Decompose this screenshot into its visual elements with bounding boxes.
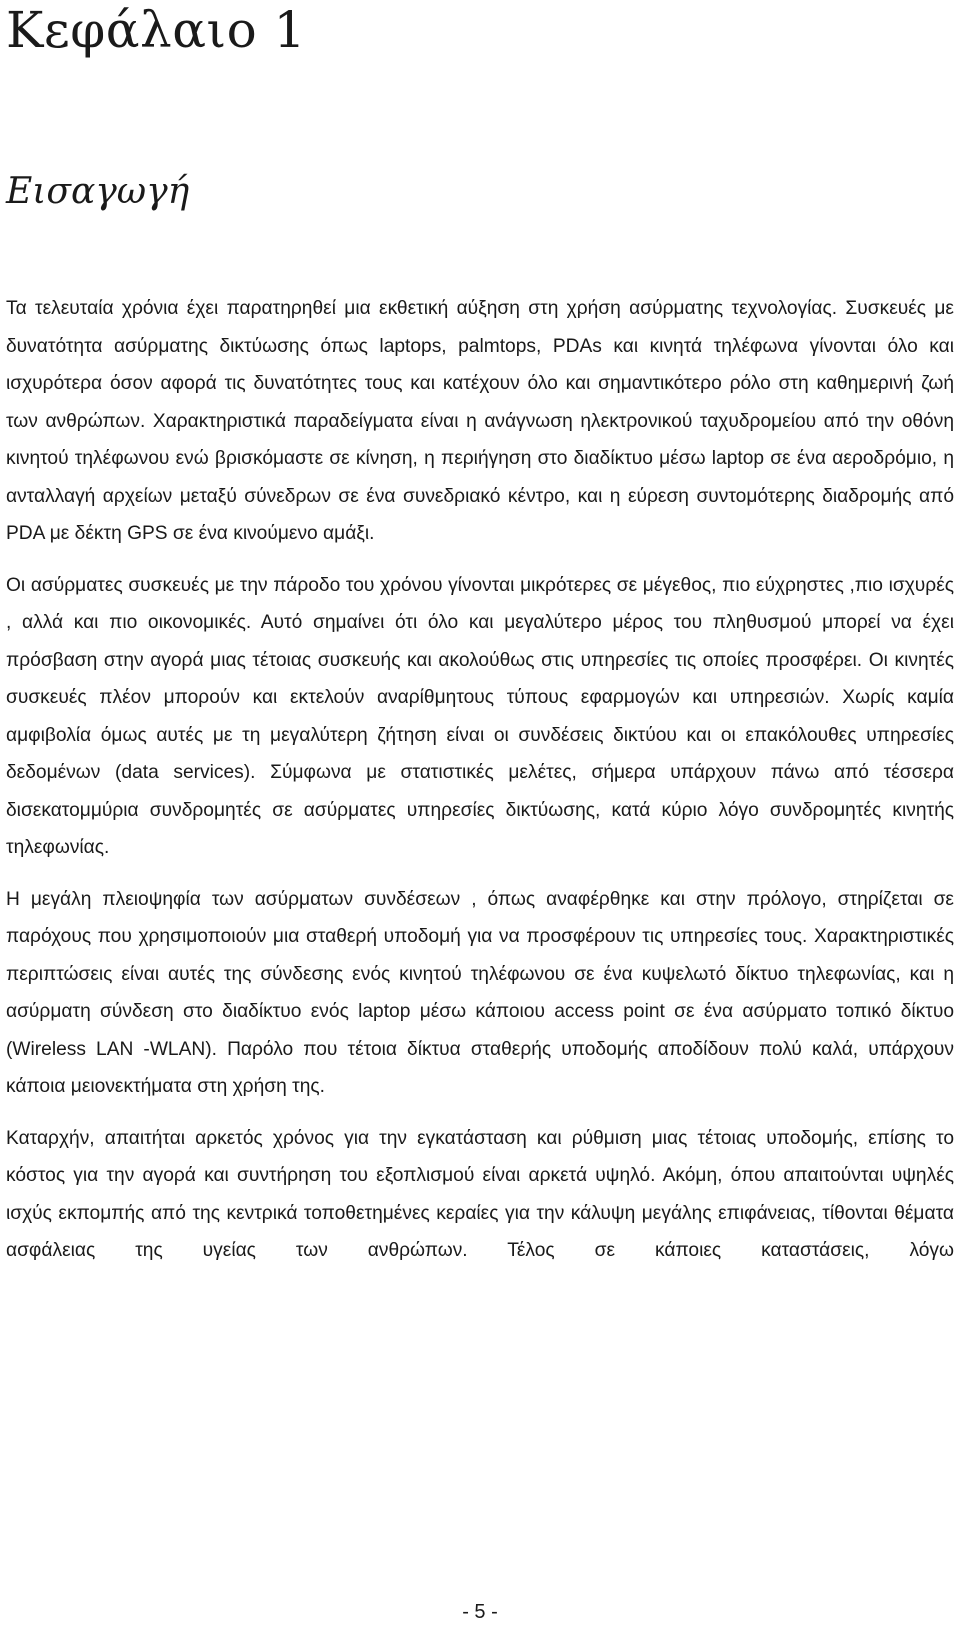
paragraph-4: Καταρχήν, απαιτήται αρκετός χρόνος για την εγκατάσταση και ρύθμιση μιας τέτοιας υποδομής, επίσης το κόστος για την αγορά και συντήρηση του εξοπλισμού είναι αρκετά υψηλό. Ακόμη, όπου απαιτούνται υψηλές ισχύς εκπομπής από της κεντρικά τοποθετημένες κεραίες για την κάλυψη μεγάλης επιφάνειας, τίθονται θέματα ασφάλειας της υγείας των ανθρώπων. Τέλος σε κάποιες καταστάσεις, λόγω bbox=[6, 1127, 954, 1261]
body-text bbox=[6, 290, 954, 1284]
paragraph-1: Τα τελευταία χρόνια έχει παρατηρηθεί μια εκθετική αύξηση στη χρήση ασύρματης τεχνολογίας. Συσκευές με δυνατότητα ασύρματης δικτύωσης όπως laptops, palmtops, PDAs και κινητά τηλέφωνα γίνονται όλο και ισχυρότερα όσον αφορά τις δυνατότητες τους και κατέχουν όλο και σημαντικότερο ρόλο στη καθημερινή ζωή των ανθρώπων. Χαρακτηριστικά παραδείγματα είναι η ανάγνωση ηλεκτρονικού ταχυδρομείου από την οθόνη κινητού τηλέφωνου ενώ βρισκόμαστε σε κίνηση, η περιήγηση στο διαδίκτυο μέσω laptop σε ένα αεροδρόμιο, η ανταλλαγή αρχείων μεταξύ σύνεδρων σε ένα συνεδριακό κέντρο, και η εύρεση συντομότερης διαδρομής από PDA με δέκτη GPS σε ένα κινούμενο αμάξι. bbox=[6, 298, 954, 544]
chapter-title: Κεφάλαιο 1 bbox=[6, 1, 306, 59]
section-title: Εισαγωγή bbox=[6, 171, 190, 212]
paragraph-3: Η μεγάλη πλειοψηφία των ασύρματων συνδέσεων , όπως αναφέρθηκε και στην πρόλογο, στηρίζεται σε παρόχους που χρησιμοποιούν μια σταθερή υποδομή για να προσφέρουν τις υπηρεσίες τους. Χαρακτηριστικές περιπτώσεις είναι αυτές της σύνδεσης ενός κινητού τηλέφωνου σε ένα κυψελωτό δίκτυο τηλεφωνίας, και η ασύρματη σύνδεση στο διαδίκτυο ενός laptop μέσω κάποιου access point σε ένα ασύρματο τοπικό δίκτυο (Wireless LAN -WLAN). Παρόλο που τέτοια δίκτυα σταθερής υποδομής αποδίδουν πολύ καλά, υπάρχουν κάποια μειονεκτήματα στη χρήση της. bbox=[6, 888, 954, 1097]
paragraph-2: Οι ασύρματες συσκευές με την πάροδο του χρόνου γίνονται μικρότερες σε μέγεθος, πιο εύχρηστες ,πιο ισχυρές , αλλά και πιο οικονομικές. Αυτό σημαίνει ότι όλο και μεγαλύτερο μέρος του πληθυσμού μπορεί να έχει πρόσβαση στην αγορά μιας τέτοιας συσκευής και ακολούθως στις υπηρεσίες τις οποίες προσφέρει. Οι κινητές συσκευές πλέον μπορούν και εκτελούν αναρίθμητους τύπους εφαρμογών και υπηρεσιών. Χωρίς καμία αμφιβολία όμως αυτές με τη μεγαλύτερη ζήτηση είναι οι συνδέσεις δικτύου και οι επακόλουθες υπηρεσίες δεδομένων (data services). Σύμφωνα με στατιστικές μελέτες, σήμερα υπάρχουν πάνω από τέσσερα δισεκατομμύρια συνδρομητές σε ασύρματες υπηρεσίες δικτύωσης, κατά κύριο λόγο συνδρομητές κινητής τηλεφωνίας. bbox=[6, 574, 954, 858]
page-number: - 5 - bbox=[462, 1601, 498, 1623]
